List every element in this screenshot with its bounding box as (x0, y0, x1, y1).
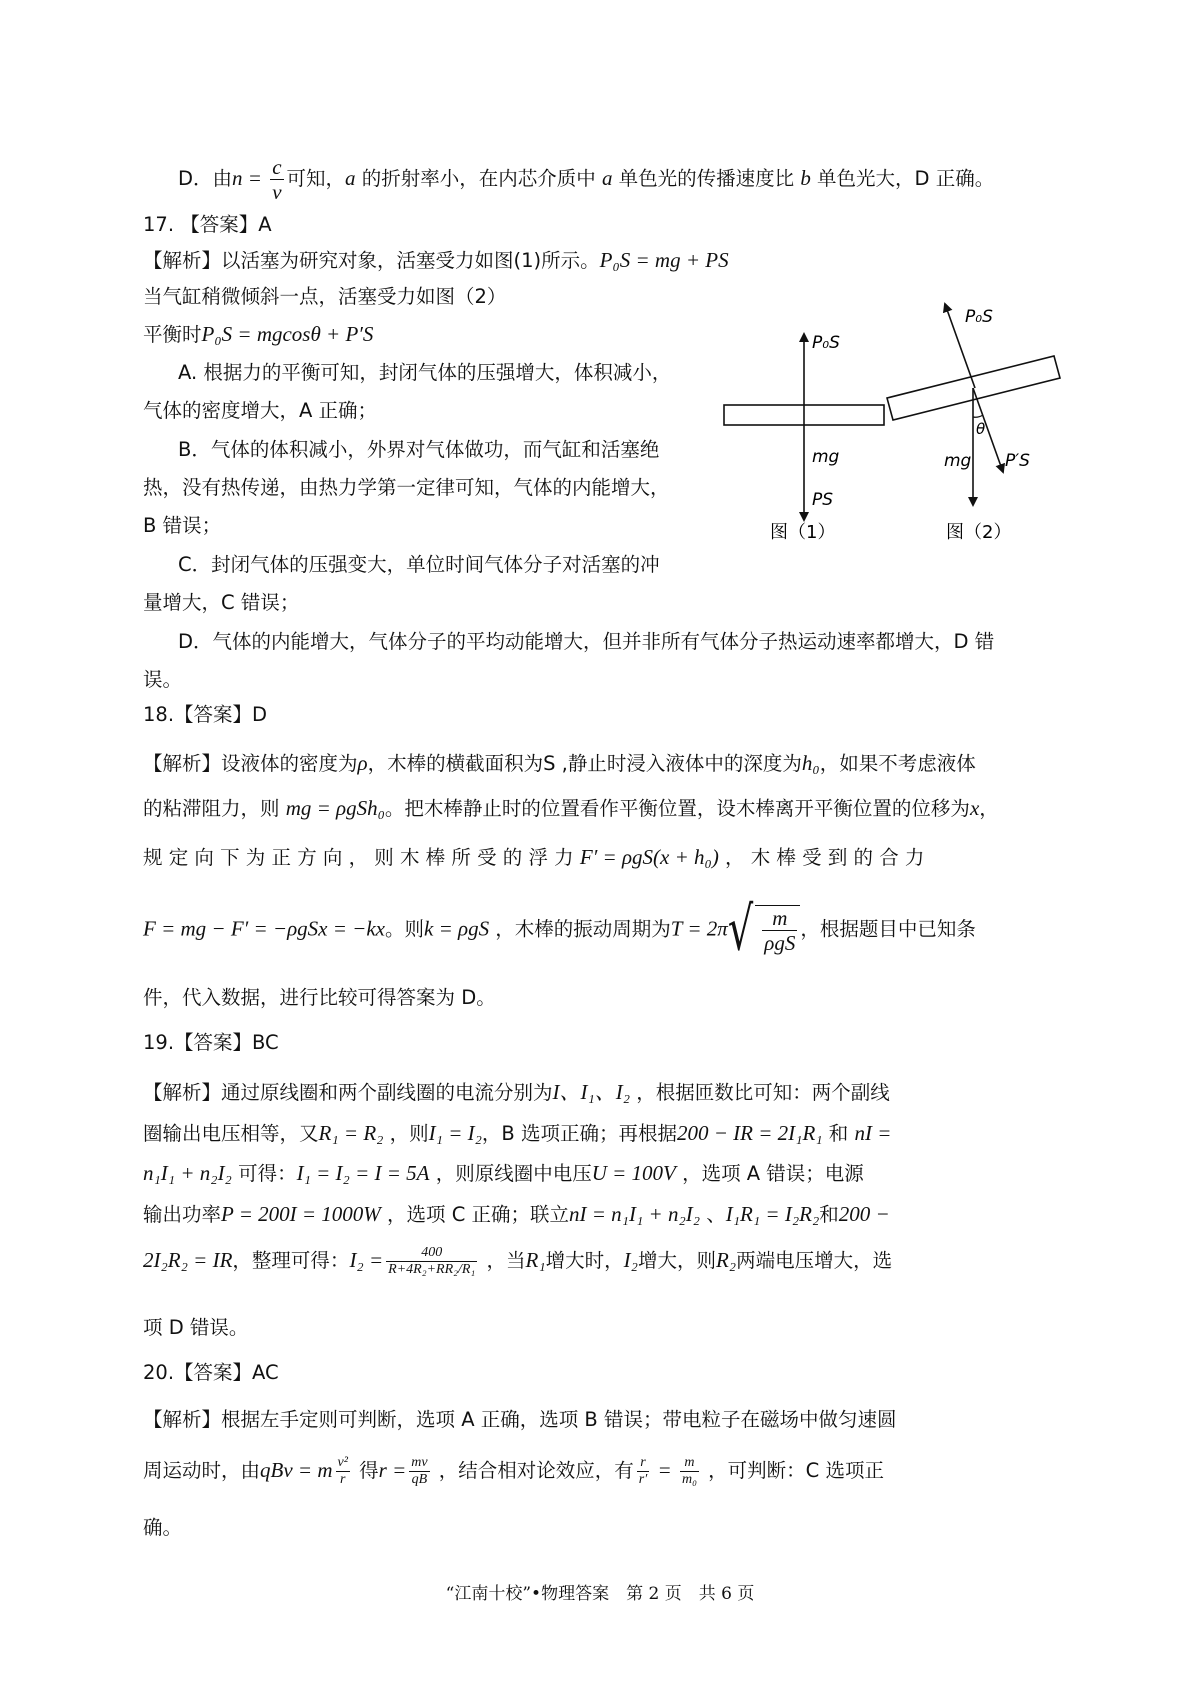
line-19-analysis-5: 2I₂R₂ = IR，整理可得：I₂ = $\frac{400}{\text{R+4R₂+RR₂/R₁}}$ ，当R₁增大时，I₂增大，则R₂两端电压增大，选 (143, 1245, 893, 1278)
line-17-option-b-cont: 热，没有热传递，由热力学第一定律可知，气体的内能增大， (143, 476, 670, 499)
line-17-balance: 平衡时P₀S = mgcosθ + P′S (143, 322, 374, 346)
line-17-tilt: 当气缸稍微倾斜一点，活塞受力如图（2） (143, 285, 507, 308)
period-sqrt (755, 905, 800, 955)
label-ps-1: PS (812, 490, 834, 510)
label-p0s-2: P₀S (965, 307, 993, 327)
fraction-mv-over-qb: $\frac{mv}{qB}$ (411, 1455, 428, 1488)
answer-20-heading: 20.【答案】AC (143, 1361, 279, 1384)
caption-figure-2: 图（2） (946, 522, 1012, 543)
line-19-analysis-4: 输出功率P = 200I = 1000W ，选项 C 正确；联立nI = n₁I₁ + n₂I₂ 、I₁R₁ = I₂R₂和200 − (143, 1202, 890, 1226)
line-17-option-c-cont: 量增大，C 错误； (143, 591, 300, 614)
line-18-analysis-4: F = mg − F′ = −ρgSx = −kx。则k = ρgS ，木棒的振动周期为T = 2π√ $\frac{m}{\text{ρgS}}$ ，根据题目中已知条 (143, 895, 976, 965)
fraction-c-over-v: $\frac{c}{v}$ (272, 155, 282, 205)
fraction-m-over-rhogs: $\frac{m}{\text{ρgS}}$ (764, 906, 796, 956)
line-18-conclusion: 件，代入数据，进行比较可得答案为 D。 (143, 986, 496, 1009)
label-theta: θ (976, 420, 986, 438)
line-17-option-b-end: B 错误； (143, 514, 222, 537)
label-p0s-1: P₀S (812, 333, 840, 353)
line-17-option-d: D．气体的内能增大，气体分子的平均动能增大，但并非所有气体分子热运动速率都增大，D 错 (178, 630, 995, 653)
page-footer: “江南十校”•物理答案 第 2 页 共 6 页 (445, 1584, 755, 1604)
force-diagrams (700, 300, 1100, 570)
fraction-v2-over-r: $\frac{\text{v²}}{r}$ (337, 1455, 348, 1488)
label-mg-2: mg (944, 451, 972, 471)
line-18-analysis-3: 规 定 向 下 为 正 方 向 ， 则 木 棒 所 受 的 浮 力 F′ = ρgS(x + h₀) ， 木 棒 受 到 的 合 力 (143, 845, 925, 869)
line-19-analysis-3: n₁I₁ + n₂I₂ 可得：I₁ = I₂ = I = 5A ，则原线圈中电压U = 100V ，选项 A 错误；电源 (143, 1161, 864, 1185)
answer-17-heading: 17. 【答案】A (143, 213, 272, 236)
line-17-option-a-cont: 气体的密度增大，A 正确； (143, 399, 378, 422)
fraction-i2: $\frac{400}{\text{R+4R₂+RR₂/R₁}}$ (388, 1245, 476, 1278)
line-17-option-b: B．气体的体积减小，外界对气体做功，而气缸和活塞绝 (178, 438, 660, 461)
figure-1 (724, 333, 884, 543)
fraction-m-over-m0: $\frac{m}{\text{m₀}}$ (681, 1455, 697, 1488)
line-18-analysis-1: 【解析】设液体的密度为ρ，木棒的横截面积为S ,静止时浸入液体中的深度为h₀，如果不考虑液体 (143, 751, 976, 775)
answer-19-heading: 19.【答案】BC (143, 1031, 279, 1054)
line-d-refraction: D．由n = $\frac{c}{v}$ 可知，a 的折射率小，在内芯介质中 a 单色光的传播速度比 b 单色光大，D 正确。 (178, 155, 995, 205)
line-19-conclusion: 项 D 错误。 (143, 1316, 249, 1339)
fraction-r-over-rprime: $\frac{r}{r'}$ (638, 1455, 648, 1488)
label-pps-2: P′S (1005, 451, 1030, 471)
caption-figure-1: 图（1） (770, 522, 836, 543)
label-mg-1: mg (812, 447, 840, 467)
line-20-analysis-2: 周运动时，由qBv = m $\frac{\text{v²}}{r}$ 得r = $\frac{mv}{qB}$ ，结合相对论效应，有 $\frac{r}{r'}$ = $\frac{m}{\text{m₀}}$ ，可判断：C 选项正 (143, 1455, 884, 1488)
angle-arc (973, 415, 983, 417)
line-20-analysis-1: 【解析】根据左手定则可判断，选项 A 正确，选项 B 错误；带电粒子在磁场中做匀速圆 (143, 1408, 897, 1431)
line-18-analysis-2: 的粘滞阻力，则 mg = ρgSh₀。把木棒静止时的位置看作平衡位置，设木棒离开平衡位置的位移为x， (143, 796, 999, 820)
figure-2 (887, 304, 1060, 543)
line-17-option-a: A. 根据力的平衡可知，封闭气体的压强增大，体积减小， (178, 361, 672, 384)
answer-18-heading: 18.【答案】D (143, 703, 268, 726)
line-17-analysis: 【解析】以活塞为研究对象，活塞受力如图(1)所示。P₀S = mg + PS (143, 248, 729, 272)
line-19-analysis-1: 【解析】通过原线圈和两个副线圈的电流分别为I、I₁、I₂ ，根据匝数比可知：两个副线 (143, 1080, 890, 1104)
line-20-conclusion: 确。 (143, 1516, 183, 1539)
line-17-option-c: C．封闭气体的压强变大，单位时间气体分子对活塞的冲 (178, 553, 660, 576)
sqrt-sign: √ (727, 895, 754, 965)
line-17-option-d-cont: 误。 (143, 668, 183, 691)
line-19-analysis-2: 圈输出电压相等，又R₁ = R₂ ，则I₁ = I₂，B 选项正确；再根据200 − IR = 2I₁R₁ 和 nI = (143, 1121, 892, 1145)
